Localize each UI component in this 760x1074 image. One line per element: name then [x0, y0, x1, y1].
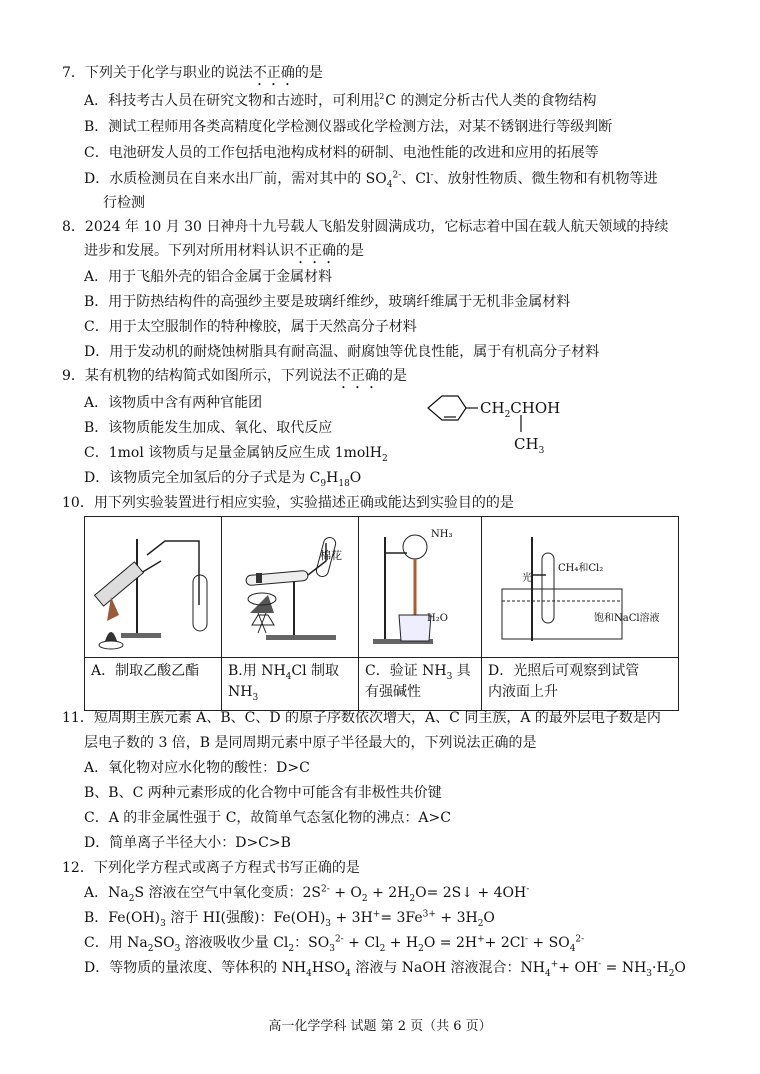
fig-b-ammonia-apparatus	[222, 517, 358, 653]
q11-option-b: B、B、C 两种元素形成的化合物中可能含有非极性共价键	[84, 785, 442, 801]
q12-option-d: D．等物质的量浓度、等体积的 $NH_4HSO_4$ 溶液与 NaOH 溶液混合：$NH_4^++ OH^- = NH_3\cdot H_2O$	[84, 959, 686, 979]
fig-b-cell	[222, 517, 359, 658]
fig-c-cell	[359, 517, 482, 658]
q10-experiment-table	[84, 516, 679, 711]
q7-option-b: B．测试工程师用各类高精度化学检测仪器或化学检测方法，对某不锈钢进行等级判断	[84, 119, 613, 135]
q9-option-d: D．该物质完全加氢后的分子式是为 $C_9H_{18}O$	[84, 470, 362, 489]
q8-stem-line2: 进步和发展。下列对所用材料认识不正确的是	[84, 243, 364, 259]
q11-stem-line2: 层电子数的 3 倍，B 是同周期元素中原子半径最大的，下列说法正确的是	[84, 735, 537, 751]
q11-stem-line1: 11．短周期主族元素 A、B、C、D 的原子序数依次增大，A、C 同主族，A 的最外层电子数是内	[62, 710, 661, 726]
q8-option-c: C．用于太空服制作的特种橡胶，属于天然高分子材料	[84, 319, 417, 335]
fig-d-gas-label: CH₄和Cl₂	[558, 563, 604, 574]
q11-option-a: A．氧化物对应水化物的酸性：D>C	[84, 760, 310, 776]
caption-c: C．验证 $NH_3$ 具 有强碱性	[359, 658, 482, 711]
fig-d-light-label: 光	[522, 573, 532, 584]
fig-d-methane-chlorination-apparatus	[482, 517, 678, 653]
q9-option-c: C．1mol 该物质与足量金属钠反应生成 1molH$_2$	[84, 445, 388, 464]
q9-option-a: A．该物质中含有两种官能团	[84, 395, 263, 411]
q9-stem: 9．某有机物的结构简式如图所示，下列说法不正确的是	[62, 368, 407, 384]
fig-d-cell	[482, 517, 679, 658]
q8-option-a: A．用于飞船外壳的铝合金属于金属材料	[84, 269, 333, 285]
q8-option-b: B．用于防热结构件的高强纱主要是玻璃纤维纱，玻璃纤维属于无机非金属材料	[84, 294, 571, 310]
fig-c-water-label: H₂O	[427, 613, 448, 624]
q7-option-a: A．科技考古人员在研究文物和古迹时，可利用 12 6 C 的测定分析古代人类的食物结构	[84, 92, 597, 109]
q7-stem: 7．下列关于化学与职业的说法不正确的是	[62, 65, 323, 81]
q10-stem: 10．用下列实验装置进行相应实验，实验描述正确或能达到实验目的的是	[62, 495, 514, 511]
caption-a: A．制取乙酸乙酯	[85, 658, 222, 711]
q8-stem-line1: 8．2024 年 10 月 30 日神舟十九号载人飞船发射圆满成功，它标志着中国在载人航天领域的持续	[62, 219, 669, 235]
fig-d-solution-label: 饱和NaCl溶液	[594, 613, 660, 624]
q7-option-c: C．电池研发人员的工作包括电池构成材料的研制、电池性能的改进和应用的拓展等	[84, 145, 599, 161]
fig-b-cotton-label: 棉花	[320, 549, 342, 562]
q11-option-c: C．A 的非金属性强于 C，故简单气态氢化物的沸点：A>C	[84, 810, 451, 826]
q11-option-d: D．简单离子半径大小：D>C>B	[84, 835, 291, 851]
q7-option-d: D．水质检测员在自来水出厂前，需对其中的 $SO_4^{2-}$、Cl-、放射性物质、微生物和有机物等进	[84, 170, 658, 190]
q9-option-b: B．该物质能发生加成、氧化、取代反应	[84, 420, 333, 436]
q8-option-d: D．用于发动机的耐烧蚀树脂具有耐高温、耐腐蚀等优良性能，属于有机高分子材料	[84, 344, 600, 360]
fig-a-cell	[85, 517, 222, 658]
q12-option-c: C．用 $Na_2SO_3$ 溶液吸收少量 $Cl_2$：$SO_3^{2-} + Cl_2 + H_2O = 2H^++ 2Cl^- + SO_4^{2-}$	[84, 934, 585, 954]
q7-option-d-continuation: 行检测	[103, 195, 145, 211]
q12-stem: 12．下列化学方程式或离子方程式书写正确的是	[62, 860, 360, 876]
fig-c-fountain-apparatus	[359, 517, 481, 653]
fig-c-nh3-label: NH₃	[431, 529, 453, 540]
q12-option-b: B．$Fe(OH)_3$ 溶于 HI(强酸)：$Fe(OH)_3 + 3H^+= 3Fe^{3+} + 3H_2O$	[84, 909, 495, 929]
fig-a-ester-apparatus	[85, 517, 221, 653]
page-footer: 高一化学学科 试题 第 2 页（共 6 页）	[268, 1019, 492, 1034]
caption-b: B.用 $NH_4Cl$ 制取 $NH_3$	[222, 658, 359, 711]
q12-option-a: A．$Na_2S$ 溶液在空气中氧化变质：$2S^{2-} + O_2 + 2H_2O=$ 2S↓ + 4OH-	[84, 884, 530, 904]
caption-d: D．光照后可观察到试管 内液面上升	[482, 658, 679, 711]
q9-structure-main-chain: $CH_2CHOH$	[480, 399, 561, 420]
q9-structure-methyl: $CH_3$	[514, 435, 545, 456]
